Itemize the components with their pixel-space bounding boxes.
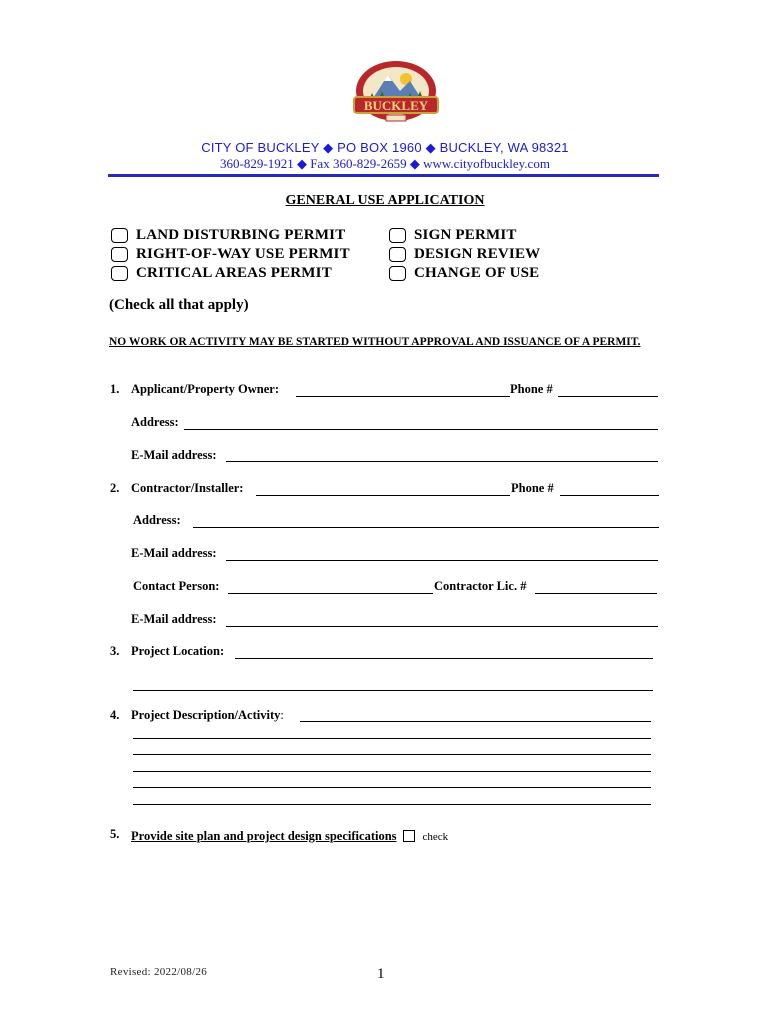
checkbox[interactable] <box>111 266 128 281</box>
item-number: 3. <box>110 644 120 658</box>
contractor-license-field[interactable] <box>535 593 657 594</box>
form-title: GENERAL USE APPLICATION <box>285 193 485 208</box>
permit-option[interactable] <box>389 245 540 263</box>
project-description-label <box>131 708 284 723</box>
city-address-line: CITY OF BUCKLEY ◆ PO BOX 1960 ◆ BUCKLEY, WA 98321 <box>201 140 569 155</box>
contractor-field[interactable] <box>256 495 510 496</box>
contractor-address-label: Address: <box>133 513 181 527</box>
permit-options-right <box>389 226 540 282</box>
project-description-line[interactable] <box>133 771 651 772</box>
item-number: 4. <box>110 708 120 722</box>
checkbox[interactable] <box>111 247 128 262</box>
item-number: 5. <box>110 827 120 841</box>
project-location-field[interactable] <box>235 658 653 659</box>
permit-option[interactable] <box>111 245 350 263</box>
permit-label: DESIGN REVIEW <box>414 245 541 262</box>
applicant-phone-label: Phone # <box>510 382 553 396</box>
check-all-note: (Check all that apply) <box>109 297 249 313</box>
applicant-phone-field[interactable] <box>558 396 658 397</box>
contact-person-field[interactable] <box>228 593 433 594</box>
project-description-line[interactable] <box>133 804 651 805</box>
site-plan-checkbox[interactable] <box>403 830 415 842</box>
project-description-text: Project Description/Activity <box>131 708 281 722</box>
contact-email-label: E-Mail address: <box>131 612 217 626</box>
permit-label: CHANGE OF USE <box>414 264 540 281</box>
permit-option[interactable] <box>111 226 350 244</box>
contact-email-field[interactable] <box>226 626 658 627</box>
contact-person-label: Contact Person: <box>133 579 220 593</box>
contractor-email-field[interactable] <box>226 560 658 561</box>
check-word: check <box>422 831 449 843</box>
permit-warning: NO WORK OR ACTIVITY MAY BE STARTED WITHOUT APPROVAL AND ISSUANCE OF A PERMIT. <box>109 336 641 348</box>
site-plan-row <box>131 827 448 845</box>
project-location-label: Project Location: <box>131 644 225 658</box>
permit-option[interactable] <box>389 226 540 244</box>
permit-options-left <box>111 226 350 282</box>
revision-date: Revised: 2022/08/26 <box>110 966 208 978</box>
checkbox[interactable] <box>111 228 128 243</box>
header-divider <box>108 174 659 177</box>
applicant-address-label: Address: <box>131 415 179 429</box>
permit-label: CRITICAL AREAS PERMIT <box>136 264 332 281</box>
checkbox[interactable] <box>389 266 406 281</box>
permit-option[interactable] <box>389 264 540 282</box>
permit-option[interactable] <box>111 264 350 282</box>
permit-label: RIGHT-OF-WAY USE PERMIT <box>136 245 350 262</box>
contractor-address-field[interactable] <box>193 527 659 528</box>
checkbox[interactable] <box>389 228 406 243</box>
contractor-phone-field[interactable] <box>560 495 659 496</box>
permit-label: SIGN PERMIT <box>414 226 517 243</box>
applicant-email-field[interactable] <box>226 461 658 462</box>
description-colon: : <box>280 708 284 722</box>
applicant-address-field[interactable] <box>184 429 658 430</box>
item-number: 1. <box>110 382 120 396</box>
project-description-line[interactable] <box>133 787 651 788</box>
project-description-line[interactable] <box>133 754 651 755</box>
page-number: 1 <box>377 966 385 982</box>
applicant-label: Applicant/Property Owner: <box>131 382 280 396</box>
applicant-field[interactable] <box>296 396 510 397</box>
contractor-license-label: Contractor Lic. # <box>434 579 527 593</box>
checkbox[interactable] <box>389 247 406 262</box>
project-description-line[interactable] <box>133 738 651 739</box>
city-seal-logo <box>348 57 444 131</box>
contractor-phone-label: Phone # <box>511 481 554 495</box>
logo-wordmark: BUCKLEY <box>363 98 429 113</box>
site-plan-label: Provide site plan and project design specifications <box>131 829 397 843</box>
applicant-email-label: E-Mail address: <box>131 448 217 462</box>
contractor-email-label: E-Mail address: <box>131 546 217 560</box>
item-number: 2. <box>110 481 120 495</box>
city-contact-line: 360-829-1921 ◆ Fax 360-829-2659 ◆ www.cityofbuckley.com <box>220 156 550 171</box>
project-location-field-line2[interactable] <box>133 690 653 691</box>
project-description-field[interactable] <box>300 721 651 722</box>
permit-label: LAND DISTURBING PERMIT <box>136 226 346 243</box>
contractor-label: Contractor/Installer: <box>131 481 244 495</box>
